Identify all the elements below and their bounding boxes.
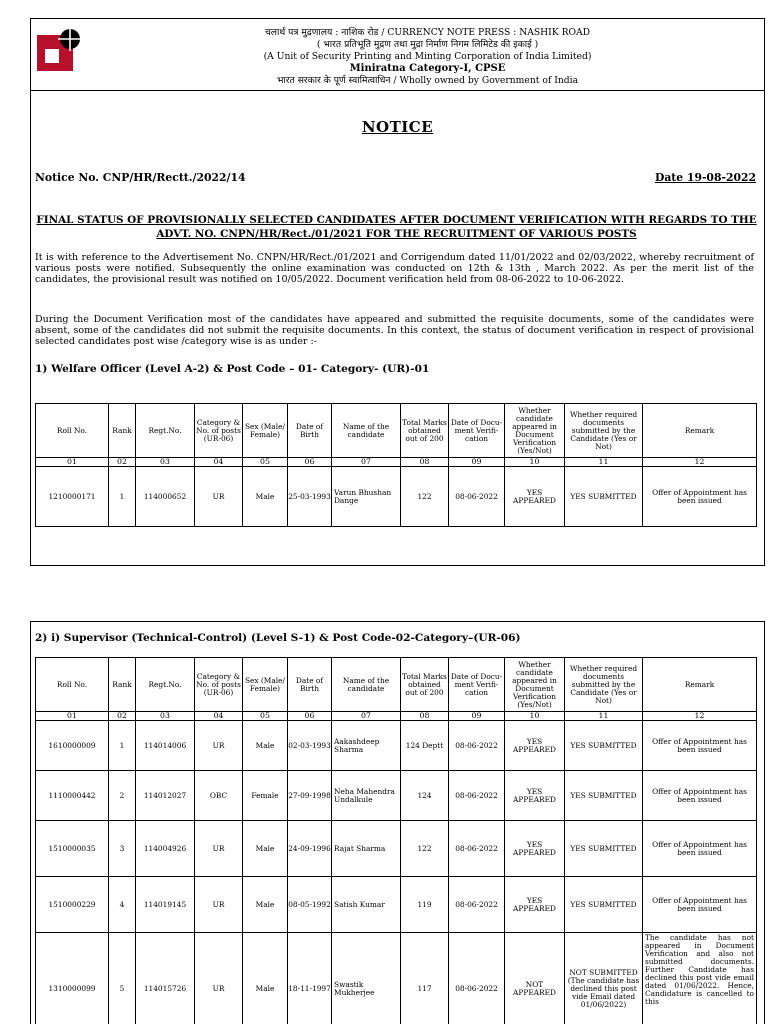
table-cell: 122 [401,821,449,877]
column-number: 04 [195,712,243,721]
table-cell: Male [243,877,288,933]
table-cell: UR [195,933,243,1024]
column-number: 10 [505,458,565,467]
column-number: 12 [643,712,757,721]
table-cell: 114019145 [136,877,195,933]
table-cell: 08-06-2022 [449,821,505,877]
table-cell: YES APPEARED [505,771,565,821]
table-cell: Varun Bhushan Dange [332,467,401,527]
table-cell: UR [195,877,243,933]
column-number: 07 [332,458,401,467]
notice-date: Date 19-08-2022 [654,171,756,184]
column-header: Date of Docu- ment Verifi- cation [449,658,505,712]
notice-number: Notice No. CNP/HR/Rectt./2022/14 [35,171,246,184]
table-cell: Male [243,821,288,877]
column-number: 06 [288,458,332,467]
column-header: Date of Birth [288,658,332,712]
welfare-officer-table [35,403,757,527]
table-row [36,721,757,771]
table-cell: 1 [109,721,136,771]
table-cell: 02-03-1993 [288,721,332,771]
column-number: 02 [109,458,136,467]
table-cell: 1 [109,467,136,527]
table-cell: 114015726 [136,933,195,1024]
paragraph-1: It is with reference to the Advertisement No. CNPN/HR/Rect./01/2021 and Corrigendum dated 11/01/2022 and 02/03/2022, whereby recruitment of various posts were notified. Subsequently the online examination was conducted on 12th & 13th , March 2022. As per the merit list of the candidates, the provisional result was notified on 10/05/2022. Document verification held from 08-06-2022 to 10-06-2022. [35,252,754,285]
table-cell: 124 [401,771,449,821]
table-cell: YES SUBMITTED [565,467,643,527]
header-line-5: भारत सरकार के पूर्ण स्वामित्वाधिन / Wholly owned by Government of India [276,75,579,86]
table-cell: Male [243,933,288,1024]
section-2-title: 2) i) Supervisor (Technical-Control) (Level S-1) & Post Code-02-Category–(UR-06) [35,632,521,644]
table-cell: OBC [195,771,243,821]
table-row [36,933,757,1024]
table-row [36,821,757,877]
column-header: Whether candidate appeared in Document Verification (Yes/Not) [505,658,565,712]
table-cell: 25-03-1993 [288,467,332,527]
table-cell: 1310000099 [36,933,109,1024]
table-cell: 114014006 [136,721,195,771]
table-cell: Satish Kumar [332,877,401,933]
column-number: 05 [243,458,288,467]
table-cell: 1610000009 [36,721,109,771]
column-header: Regt.No. [136,658,195,712]
column-header: Date of Birth [288,404,332,458]
table-cell: 1510000229 [36,877,109,933]
table-cell: 3 [109,821,136,877]
column-header: Remark [643,658,757,712]
table-cell: 114012027 [136,771,195,821]
table-cell: 1110000442 [36,771,109,821]
header-line-4: Miniratna Category-I, CPSE [349,63,506,74]
column-header: Sex (Male/ Female) [243,658,288,712]
column-header: Whether required documents submitted by the Candidate (Yes or Not) [565,658,643,712]
table-cell: Offer of Appointment has been issued [643,721,757,771]
table-cell: Male [243,721,288,771]
column-number: 05 [243,712,288,721]
table-cell: Offer of Appointment has been issued [643,467,757,527]
column-number: 11 [565,712,643,721]
column-header: Whether required documents submitted by the Candidate (Yes or Not) [565,404,643,458]
column-number: 03 [136,712,195,721]
table-cell: UR [195,467,243,527]
table-cell: 114004926 [136,821,195,877]
column-header: Regt.No. [136,404,195,458]
table-cell: 08-05-1992 [288,877,332,933]
table-cell: 124 Deptt [401,721,449,771]
column-number: 12 [643,458,757,467]
header-line-1: चलार्थ पत्र मुद्रणालय : नाशिक रोड / CURRENCY NOTE PRESS : NASHIK ROAD [264,27,591,38]
table-row [36,771,757,821]
table-cell: 2 [109,771,136,821]
table-cell: YES SUBMITTED [565,771,643,821]
table-header-row [36,658,757,712]
table-cell: 24-09-1996 [288,821,332,877]
column-header: Name of the candidate [332,658,401,712]
table-header-row [36,404,757,458]
table-cell: NOT APPEARED [505,933,565,1024]
column-number: 10 [505,712,565,721]
column-header: Roll No. [36,404,109,458]
table-cell: 4 [109,877,136,933]
column-number: 03 [136,458,195,467]
column-number: 09 [449,712,505,721]
column-header: Rank [109,658,136,712]
table-cell: 1510000035 [36,821,109,877]
letterhead [31,19,764,91]
table-cell: YES SUBMITTED [565,821,643,877]
column-header: Rank [109,404,136,458]
table-cell: YES APPEARED [505,721,565,771]
table-cell: 5 [109,933,136,1024]
header-line-3: (A Unit of Security Printing and Minting Corporation of India Limited) [263,51,592,62]
column-header: Name of the candidate [332,404,401,458]
table-cell: YES APPEARED [505,467,565,527]
table-cell: 08-06-2022 [449,771,505,821]
column-number: 01 [36,712,109,721]
table-cell: Male [243,467,288,527]
table-cell: UR [195,821,243,877]
table-cell: Offer of Appointment has been issued [643,821,757,877]
column-number-row [36,712,757,721]
table-cell: YES SUBMITTED [565,721,643,771]
column-header: Total Marks obtained out of 200 [401,658,449,712]
column-header: Remark [643,404,757,458]
header-line-2: ( भारत प्रतिभूति मुद्रण तथा मुद्रा निर्माण निगम लिमिटेड की इकाई ) [316,39,539,50]
column-header: Category & No. of posts (UR-06) [195,404,243,458]
column-number: 07 [332,712,401,721]
table-cell: 27-09-1998 [288,771,332,821]
column-number: 01 [36,458,109,467]
table-cell: Offer of Appointment has been issued [643,771,757,821]
column-header: Sex (Male/ Female) [243,404,288,458]
column-header: Roll No. [36,658,109,712]
column-number: 09 [449,458,505,467]
table-cell: The candidate has not appeared in Document Verification and also not submitted documents. Further Candidate has declined this post vide email dated 01/06/2022. Hence, Candidature is cancelled to this [643,933,757,1024]
section-1-title: 1) Welfare Officer (Level A-2) & Post Code – 01- Category- (UR)-01 [35,363,430,375]
table-cell: 08-06-2022 [449,467,505,527]
notice-subject: FINAL STATUS OF PROVISIONALLY SELECTED CANDIDATES AFTER DOCUMENT VERIFICATION WITH REGARDS TO THE ADVT. NO. CNPN/HR/Rect./01/2021 FOR THE RECRUITMENT OF VARIOUS POSTS [36,214,757,240]
paragraph-2: During the Document Verification most of the candidates have appeared and submitted the requisite documents, some of the candidates were absent, some of the candidates did not submit the requisite documents. In this context, the status of document verification in respect of provisional selected candidates post wise /category wise is as under :- [35,314,754,347]
table-cell: Rajat Sharma [332,821,401,877]
column-header: Date of Docu- ment Verifi- cation [449,404,505,458]
table-cell: 117 [401,933,449,1024]
table-cell: Swastik Mukherjee [332,933,401,1024]
letterhead-text [91,27,764,87]
table-cell: 122 [401,467,449,527]
supervisor-table [35,657,757,1024]
table-cell: 08-06-2022 [449,877,505,933]
column-header: Total Marks obtained out of 200 [401,404,449,458]
table-cell: YES APPEARED [505,877,565,933]
column-number: 08 [401,458,449,467]
column-header: Whether candidate appeared in Document Verification (Yes/Not) [505,404,565,458]
table-row [36,467,757,527]
column-number: 08 [401,712,449,721]
column-number: 11 [565,458,643,467]
cnp-logo-icon [37,27,83,71]
table-row [36,877,757,933]
column-number: 04 [195,458,243,467]
table-cell: YES APPEARED [505,821,565,877]
table-cell: 08-06-2022 [449,721,505,771]
notice-page-1 [30,18,765,566]
table-cell: 08-06-2022 [449,933,505,1024]
notice-title: NOTICE [361,118,434,136]
column-number: 06 [288,712,332,721]
column-number-row [36,458,757,467]
table-cell: UR [195,721,243,771]
table-cell: Offer of Appointment has been issued [643,877,757,933]
column-number: 02 [109,712,136,721]
table-cell: 1210000171 [36,467,109,527]
table-cell: 18-11-1997 [288,933,332,1024]
table-cell: Female [243,771,288,821]
table-cell: Neha Mahendra Undalkule [332,771,401,821]
notice-page-2 [30,621,765,1024]
table-cell: YES SUBMITTED [565,877,643,933]
table-cell: Aakashdeep Sharma [332,721,401,771]
table-cell: 114000652 [136,467,195,527]
table-cell: 119 [401,877,449,933]
table-cell: NOT SUBMITTED (The candidate has declined this post vide Email dated 01/06/2022) [565,933,643,1024]
column-header: Category & No. of posts (UR-06) [195,658,243,712]
